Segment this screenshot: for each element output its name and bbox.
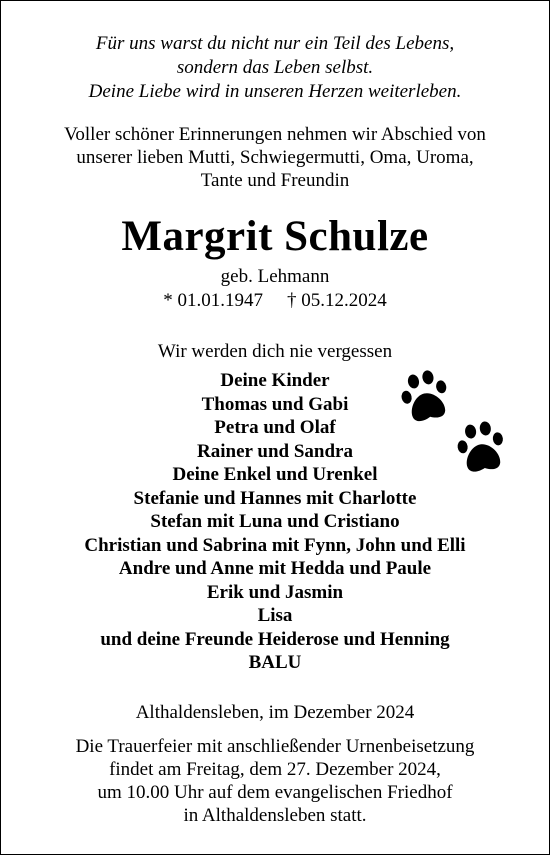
mourner-line: Petra und Olaf <box>214 417 336 438</box>
mourner-line: Lisa <box>257 605 293 626</box>
paw-print-icon <box>399 369 455 425</box>
funeral-line: findet am Freitag, dem 27. Dezember 2024, <box>109 759 441 780</box>
funeral-line: in Althaldensleben statt. <box>183 805 367 826</box>
mourner-line: Stefan mit Luna und Cristiano <box>150 511 400 532</box>
intro-line: Voller schöner Erinnerungen nehmen wir Abschied von <box>64 124 486 145</box>
mourner-line: Deine Enkel und Urenkel <box>172 464 378 485</box>
birth-name: geb. Lehmann <box>220 266 330 287</box>
mourner-line: Erik und Jasmin <box>206 581 344 603</box>
quote-line: sondern das Leben selbst. <box>176 57 374 78</box>
death-date: † 05.12.2024 <box>287 290 387 311</box>
place-and-date: Althaldensleben, im Dezember 2024 <box>135 702 415 723</box>
mourner-line: Christian und Sabrina mit Fynn, John und Elli <box>84 534 466 556</box>
quote-line: Für uns warst du nicht nur ein Teil des Lebens, <box>95 33 455 54</box>
memorial-quote <box>0 32 550 104</box>
birth-date: * 01.01.1947 <box>163 290 263 311</box>
mourners-list <box>0 369 550 675</box>
paw-print-icon <box>455 420 511 476</box>
intro-line: Tante und Freundin <box>200 170 350 191</box>
deceased-name: Margrit Schulze <box>121 213 429 260</box>
mourner-line: Andre und Anne mit Hedda und Paule <box>118 558 432 579</box>
mourner-line: Rainer und Sandra <box>197 440 353 462</box>
intro-line: unserer lieben Mutti, Schwiegermutti, Oma, Uroma, <box>76 147 474 168</box>
mourner-line: Thomas und Gabi <box>201 393 349 415</box>
funeral-info <box>0 735 550 827</box>
farewell-line: Wir werden dich nie vergessen <box>157 341 393 362</box>
funeral-line: Die Trauerfeier mit anschließender Urnenbeisetzung <box>75 736 475 757</box>
mourner-line: Stefanie und Hannes mit Charlotte <box>133 487 417 509</box>
mourner-line: Deine Kinder <box>220 370 330 391</box>
farewell-intro <box>0 123 550 192</box>
quote-line: Deine Liebe wird in unseren Herzen weiterleben. <box>88 81 462 102</box>
funeral-line: um 10.00 Uhr auf dem evangelischen Friedhof <box>97 782 453 803</box>
life-dates <box>0 289 550 313</box>
mourner-line: BALU <box>248 652 302 673</box>
mourner-line: und deine Freunde Heiderose und Henning <box>100 628 450 650</box>
